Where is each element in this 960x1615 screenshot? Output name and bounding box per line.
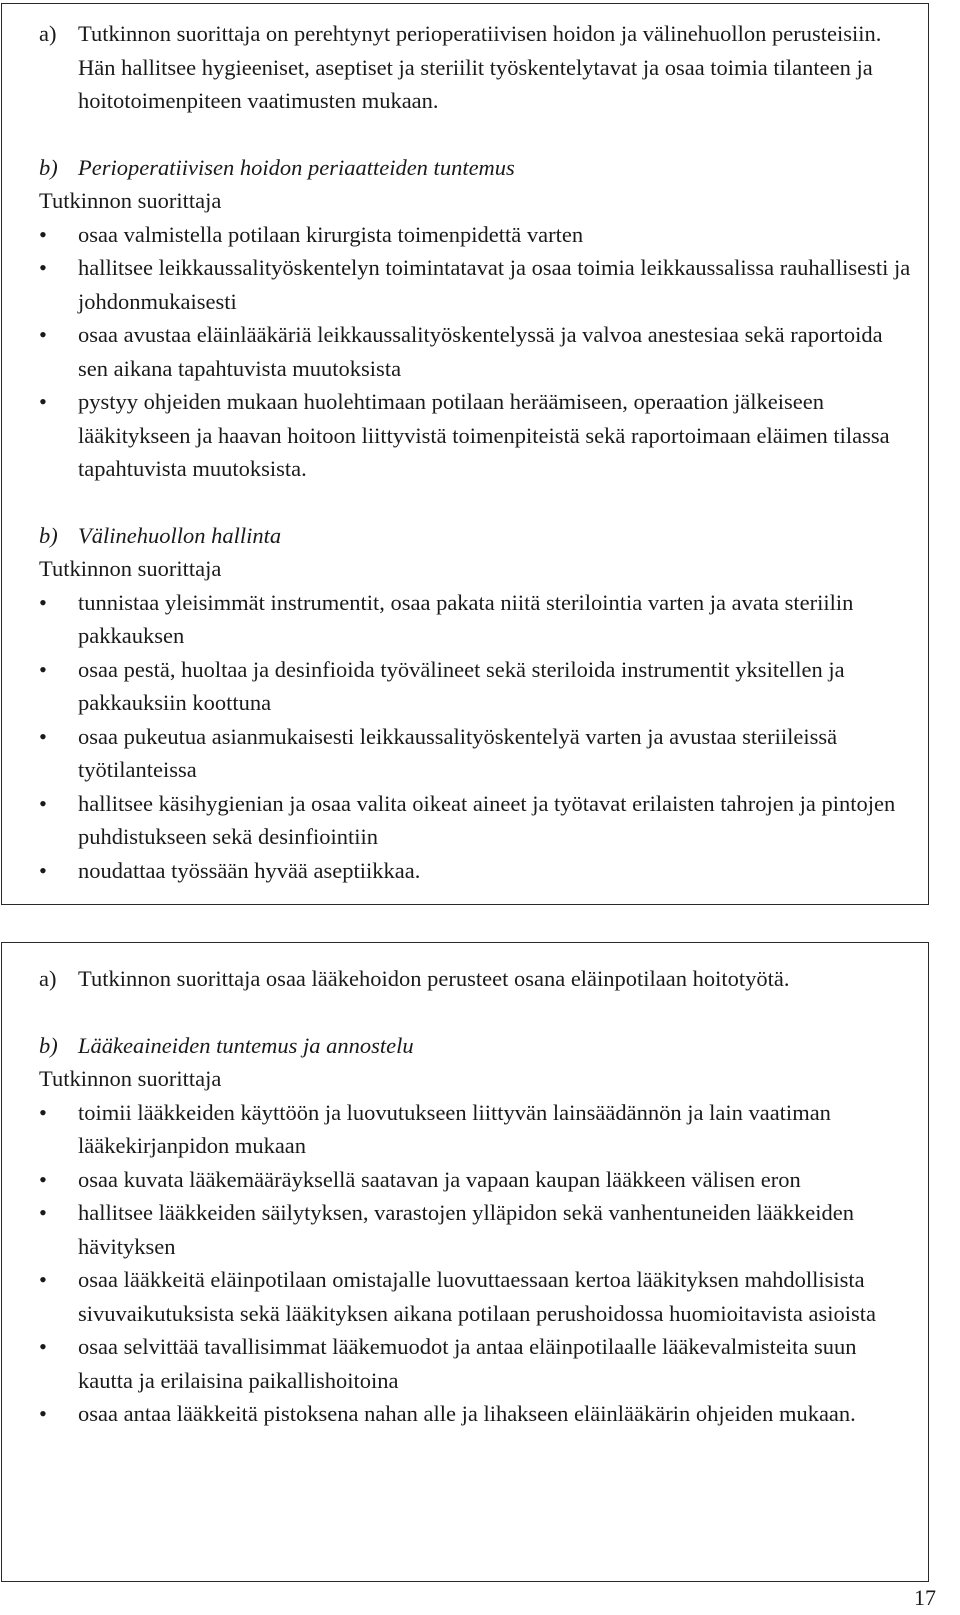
section-heading <box>39 519 914 553</box>
bullet-icon: • <box>39 1401 47 1426</box>
bullet-icon: • <box>39 723 47 749</box>
section-subject: Tutkinnon suorittaja <box>39 1066 222 1091</box>
bullet-icon: • <box>39 857 47 883</box>
bullet-icon: • <box>39 1267 47 1292</box>
competence-box-2 <box>1 942 929 1582</box>
list-item: • hallitsee käsihygienian ja osaa valita oikeat aineet ja työtavat erilaisten tahrojen ja pintojen puhdistukseen sekä desinfiointiin <box>39 787 914 854</box>
list-item: • osaa kuvata lääkemääräyksellä saatavan ja vapaan kaupan lääkkeen välisen eron <box>39 1163 914 1197</box>
intro-paragraph <box>39 17 914 118</box>
heading-text: Lääkeaineiden tuntemus ja annostelu <box>78 1032 414 1058</box>
bullet-list <box>39 586 914 888</box>
heading-text: Perioperatiivisen hoidon periaatteiden tuntemus <box>78 154 515 180</box>
page-number: 17 <box>914 1585 936 1610</box>
heading-marker: b) <box>39 522 58 548</box>
list-item: • toimii lääkkeiden käyttöön ja luovutukseen liittyvän lainsäädännön ja lain vaatiman lääkekirjanpidon mukaan <box>39 1096 914 1163</box>
item-marker: a) <box>39 21 57 46</box>
bullet-icon: • <box>39 1200 47 1225</box>
heading-text: Välinehuollon hallinta <box>78 522 282 548</box>
bullet-icon: • <box>39 589 47 615</box>
intro-paragraph <box>39 962 914 996</box>
bullet-icon: • <box>39 221 47 247</box>
list-item: • osaa avustaa eläinlääkäriä leikkaussalityöskentelyssä ja valvoa anestesiaa sekä raportoida sen aikana tapahtuvista muutoksista <box>39 318 914 385</box>
item-marker: a) <box>39 966 57 991</box>
list-item: • noudattaa työssään hyvää aseptiikkaa. <box>39 854 914 888</box>
bullet-icon: • <box>39 790 47 816</box>
bullet-icon: • <box>39 1099 47 1125</box>
section-heading <box>39 1029 914 1063</box>
list-item: • hallitsee lääkkeiden säilytyksen, varastojen ylläpidon sekä vanhentuneiden lääkkeiden hävityksen <box>39 1196 914 1263</box>
list-item: • osaa pukeutua asianmukaisesti leikkaussalityöskentelyä varten ja avustaa steriileissä työtilanteissa <box>39 720 914 787</box>
bullet-list <box>39 1096 914 1431</box>
section-subject: Tutkinnon suorittaja <box>39 188 222 213</box>
bullet-icon: • <box>39 1334 47 1359</box>
intro-text: Tutkinnon suorittaja on perehtynyt perioperatiivisen hoidon ja välinehuollon perusteisiin. Hän hallitsee hygieeniset, aseptiset ja steriilit työskentelytavat ja osaa toimia tilanteen ja hoitotoimenpiteen vaatimusten mukaan. <box>78 21 882 113</box>
list-item: • osaa antaa lääkkeitä pistoksena nahan alle ja lihakseen eläinlääkärin ohjeiden mukaan. <box>39 1397 914 1431</box>
list-item: • hallitsee leikkaussalityöskentelyn toimintatavat ja osaa toimia leikkaussalissa rauhallisesti ja johdonmukaisesti <box>39 251 914 318</box>
bullet-icon: • <box>39 322 47 347</box>
bullet-list <box>39 218 914 486</box>
bullet-icon: • <box>39 255 47 280</box>
intro-text: Tutkinnon suorittaja osaa lääkehoidon perusteet osana eläinpotilaan hoitotyötä. <box>78 966 790 991</box>
list-item: • pystyy ohjeiden mukaan huolehtimaan potilaan heräämiseen, operaation jälkeiseen lääkitykseen ja haavan hoitoon liittyvistä toimenpiteistä sekä raportoimaan eläimen tilassa tapahtuvista muutoksista. <box>39 385 914 486</box>
list-item: • tunnistaa yleisimmät instrumentit, osaa pakata niitä sterilointia varten ja avata steriilin pakkauksen <box>39 586 914 653</box>
list-item: • osaa selvittää tavallisimmat lääkemuodot ja antaa eläinpotilaalle lääkevalmisteita suun kautta ja erilaisina paikallishoitoina <box>39 1330 914 1397</box>
list-item: • osaa pestä, huoltaa ja desinfioida työvälineet sekä steriloida instrumentit yksitellen ja pakkauksiin koottuna <box>39 653 914 720</box>
list-item: • osaa valmistella potilaan kirurgista toimenpidettä varten <box>39 218 914 252</box>
competence-box-1 <box>1 3 929 905</box>
heading-marker: b) <box>39 1032 58 1058</box>
list-item: • osaa lääkkeitä eläinpotilaan omistajalle luovuttaessaan kertoa lääkityksen mahdollisista sivuvaikutuksista sekä lääkityksen aikana potilaan perushoidossa huomioitavista asioista <box>39 1263 914 1330</box>
section-heading <box>39 151 914 185</box>
heading-marker: b) <box>39 154 58 180</box>
bullet-icon: • <box>39 1166 47 1192</box>
bullet-icon: • <box>39 656 47 682</box>
bullet-icon: • <box>39 389 47 414</box>
section-subject: Tutkinnon suorittaja <box>39 556 222 581</box>
